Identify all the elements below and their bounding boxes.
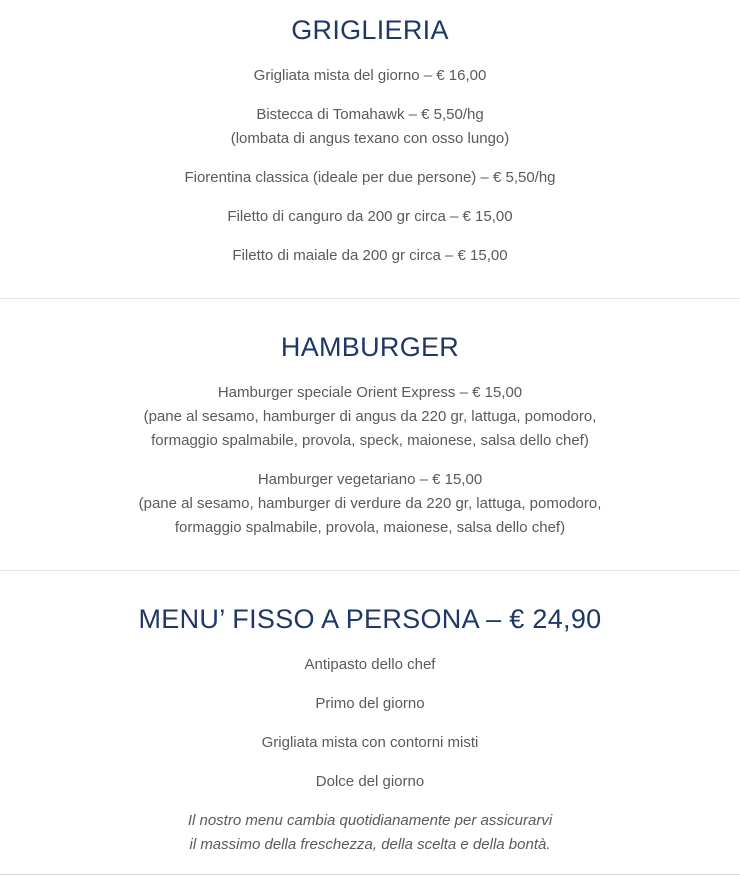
griglieria-item xyxy=(0,205,740,229)
menu-fisso-item xyxy=(0,692,740,716)
section-hamburger xyxy=(0,330,740,364)
menu-item-text: Antipasto dello chef xyxy=(304,656,436,673)
griglieria-item xyxy=(0,244,740,268)
menu-item-text: Fiorentina classica (ideale per due persone) – € 5,50/hg xyxy=(184,169,556,186)
menu-item-description: (pane al sesamo, hamburger di verdure da 220 gr, lattuga, pomodoro, xyxy=(138,495,602,512)
section-divider xyxy=(0,570,740,571)
griglieria-item xyxy=(0,103,740,151)
menu-item-text: Hamburger speciale Orient Express – € 15,00 xyxy=(217,384,523,401)
menu-item-text: Dolce del giorno xyxy=(315,773,425,790)
menu-item-text: Filetto di canguro da 200 gr circa – € 15,00 xyxy=(227,208,513,225)
menu-note xyxy=(0,809,740,857)
menu-note-line: Il nostro menu cambia quotidianamente per assicurarvi xyxy=(187,812,553,829)
hamburger-item xyxy=(0,468,740,540)
section-title-griglieria: GRIGLIERIA xyxy=(291,15,449,45)
menu-item-text: Bistecca di Tomahawk – € 5,50/hg xyxy=(256,106,484,123)
menu-item-description: (lombata di angus texano con osso lungo) xyxy=(230,130,510,147)
menu-item-description: (pane al sesamo, hamburger di angus da 220 gr, lattuga, pomodoro, xyxy=(143,408,597,425)
menu-item-text: Primo del giorno xyxy=(315,695,425,712)
menu-fisso-item xyxy=(0,770,740,794)
menu-item-text: Grigliata mista con contorni misti xyxy=(261,734,479,751)
section-title-menu-fisso: MENU’ FISSO A PERSONA – € 24,90 xyxy=(138,604,602,634)
section-griglieria xyxy=(0,13,740,47)
section-divider xyxy=(0,298,740,299)
menu-fisso-item xyxy=(0,653,740,677)
menu-item-text: Grigliata mista del giorno – € 16,00 xyxy=(253,67,487,84)
menu-item-text: Hamburger vegetariano – € 15,00 xyxy=(257,471,483,488)
menu-note-line: il massimo della freschezza, della scelta e della bontà. xyxy=(189,836,551,853)
griglieria-item xyxy=(0,166,740,190)
menu-item-description: formaggio spalmabile, provola, speck, maionese, salsa dello chef) xyxy=(151,432,589,449)
section-title-hamburger: HAMBURGER xyxy=(280,332,460,362)
griglieria-item xyxy=(0,64,740,88)
section-menu-fisso xyxy=(0,602,740,636)
menu-item-description: formaggio spalmabile, provola, maionese, salsa dello chef) xyxy=(174,519,566,536)
section-divider xyxy=(0,874,740,875)
menu-item-text: Filetto di maiale da 200 gr circa – € 15,00 xyxy=(232,247,508,264)
menu-fisso-item xyxy=(0,731,740,755)
hamburger-item xyxy=(0,381,740,453)
